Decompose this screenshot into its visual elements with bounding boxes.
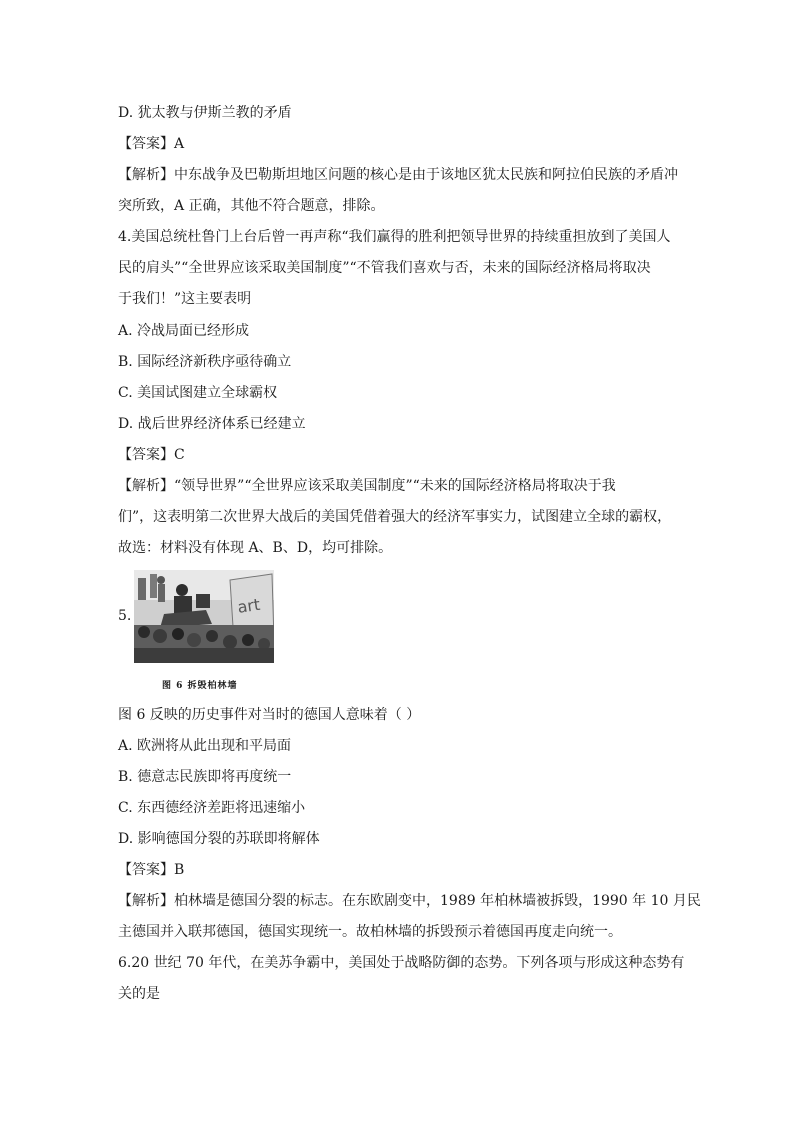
q4-option-c: C. 美国试图建立全球霸权 [118, 385, 278, 401]
q5-stem: 图 6 反映的历史事件对当时的德国人意味着（ ） [118, 707, 421, 723]
photo-caption: 图 6 拆毁柏林墙 [162, 681, 238, 691]
q4-stem-line-3: 于我们！”这主要表明 [118, 291, 252, 307]
q4-stem-line-1: 4.美国总统杜鲁门上台后曾一再声称“我们赢得的胜利把领导世界的持续重担放到了美国人 [118, 229, 671, 245]
q6-stem-line-2: 关的是 [118, 986, 160, 1002]
q3-option-d: D. 犹太教与伊斯兰教的矛盾 [118, 105, 292, 121]
q5-option-a: A. 欧洲将从此出现和平局面 [118, 738, 292, 754]
q5-option-d: D. 影响德国分裂的苏联即将解体 [118, 831, 320, 847]
q4-analysis-line-1: 【解析】“领导世界”“全世界应该采取美国制度”“未来的国际经济格局将取决于我 [118, 478, 616, 494]
q5-number: 5. [118, 608, 132, 624]
q5-option-b: B. 德意志民族即将再度统一 [118, 769, 292, 785]
q4-option-a: A. 冷战局面已经形成 [118, 323, 250, 339]
q4-analysis-line-3: 故选：材料没有体现 A、B、D，均可排除。 [118, 540, 393, 556]
q3-analysis-line-1: 【解析】中东战争及巴勒斯坦地区问题的核心是由于该地区犹太民族和阿拉伯民族的矛盾冲 [118, 167, 678, 183]
q4-answer: 【答案】C [118, 447, 185, 463]
q4-analysis-line-2: 们”，这表明第二次世界大战后的美国凭借着强大的经济军事实力，试图建立全球的霸权， [118, 509, 672, 525]
q5-analysis-line-2: 主德国并入联邦德国，德国实现统一。故柏林墙的拆毁预示着德国再度走向统一。 [118, 924, 622, 940]
q3-analysis-line-2: 突所致，A 正确，其他不符合题意，排除。 [118, 198, 385, 214]
q4-option-b: B. 国际经济新秩序亟待确立 [118, 354, 292, 370]
q4-option-d: D. 战后世界经济体系已经建立 [118, 416, 306, 432]
q5-figure-row [118, 570, 518, 665]
berlin-wall-photo [134, 570, 274, 663]
svg-text:art: art [236, 594, 262, 617]
q4-stem-line-2: 民的肩头”“全世界应该采取美国制度”“不管我们喜欢与否，未来的国际经济格局将取决 [118, 260, 651, 276]
q3-answer: 【答案】A [118, 136, 185, 152]
q5-option-c: C. 东西德经济差距将迅速缩小 [118, 800, 306, 816]
q6-stem-line-1: 6.20 世纪 70 年代，在美苏争霸中，美国处于战略防御的态势。下列各项与形成这种态势有 [118, 955, 685, 971]
q5-analysis-line-1: 【解析】柏林墙是德国分裂的标志。在东欧剧变中，1989 年柏林墙被拆毁，1990 年 10 月民 [118, 893, 701, 909]
q5-answer: 【答案】B [118, 862, 185, 878]
